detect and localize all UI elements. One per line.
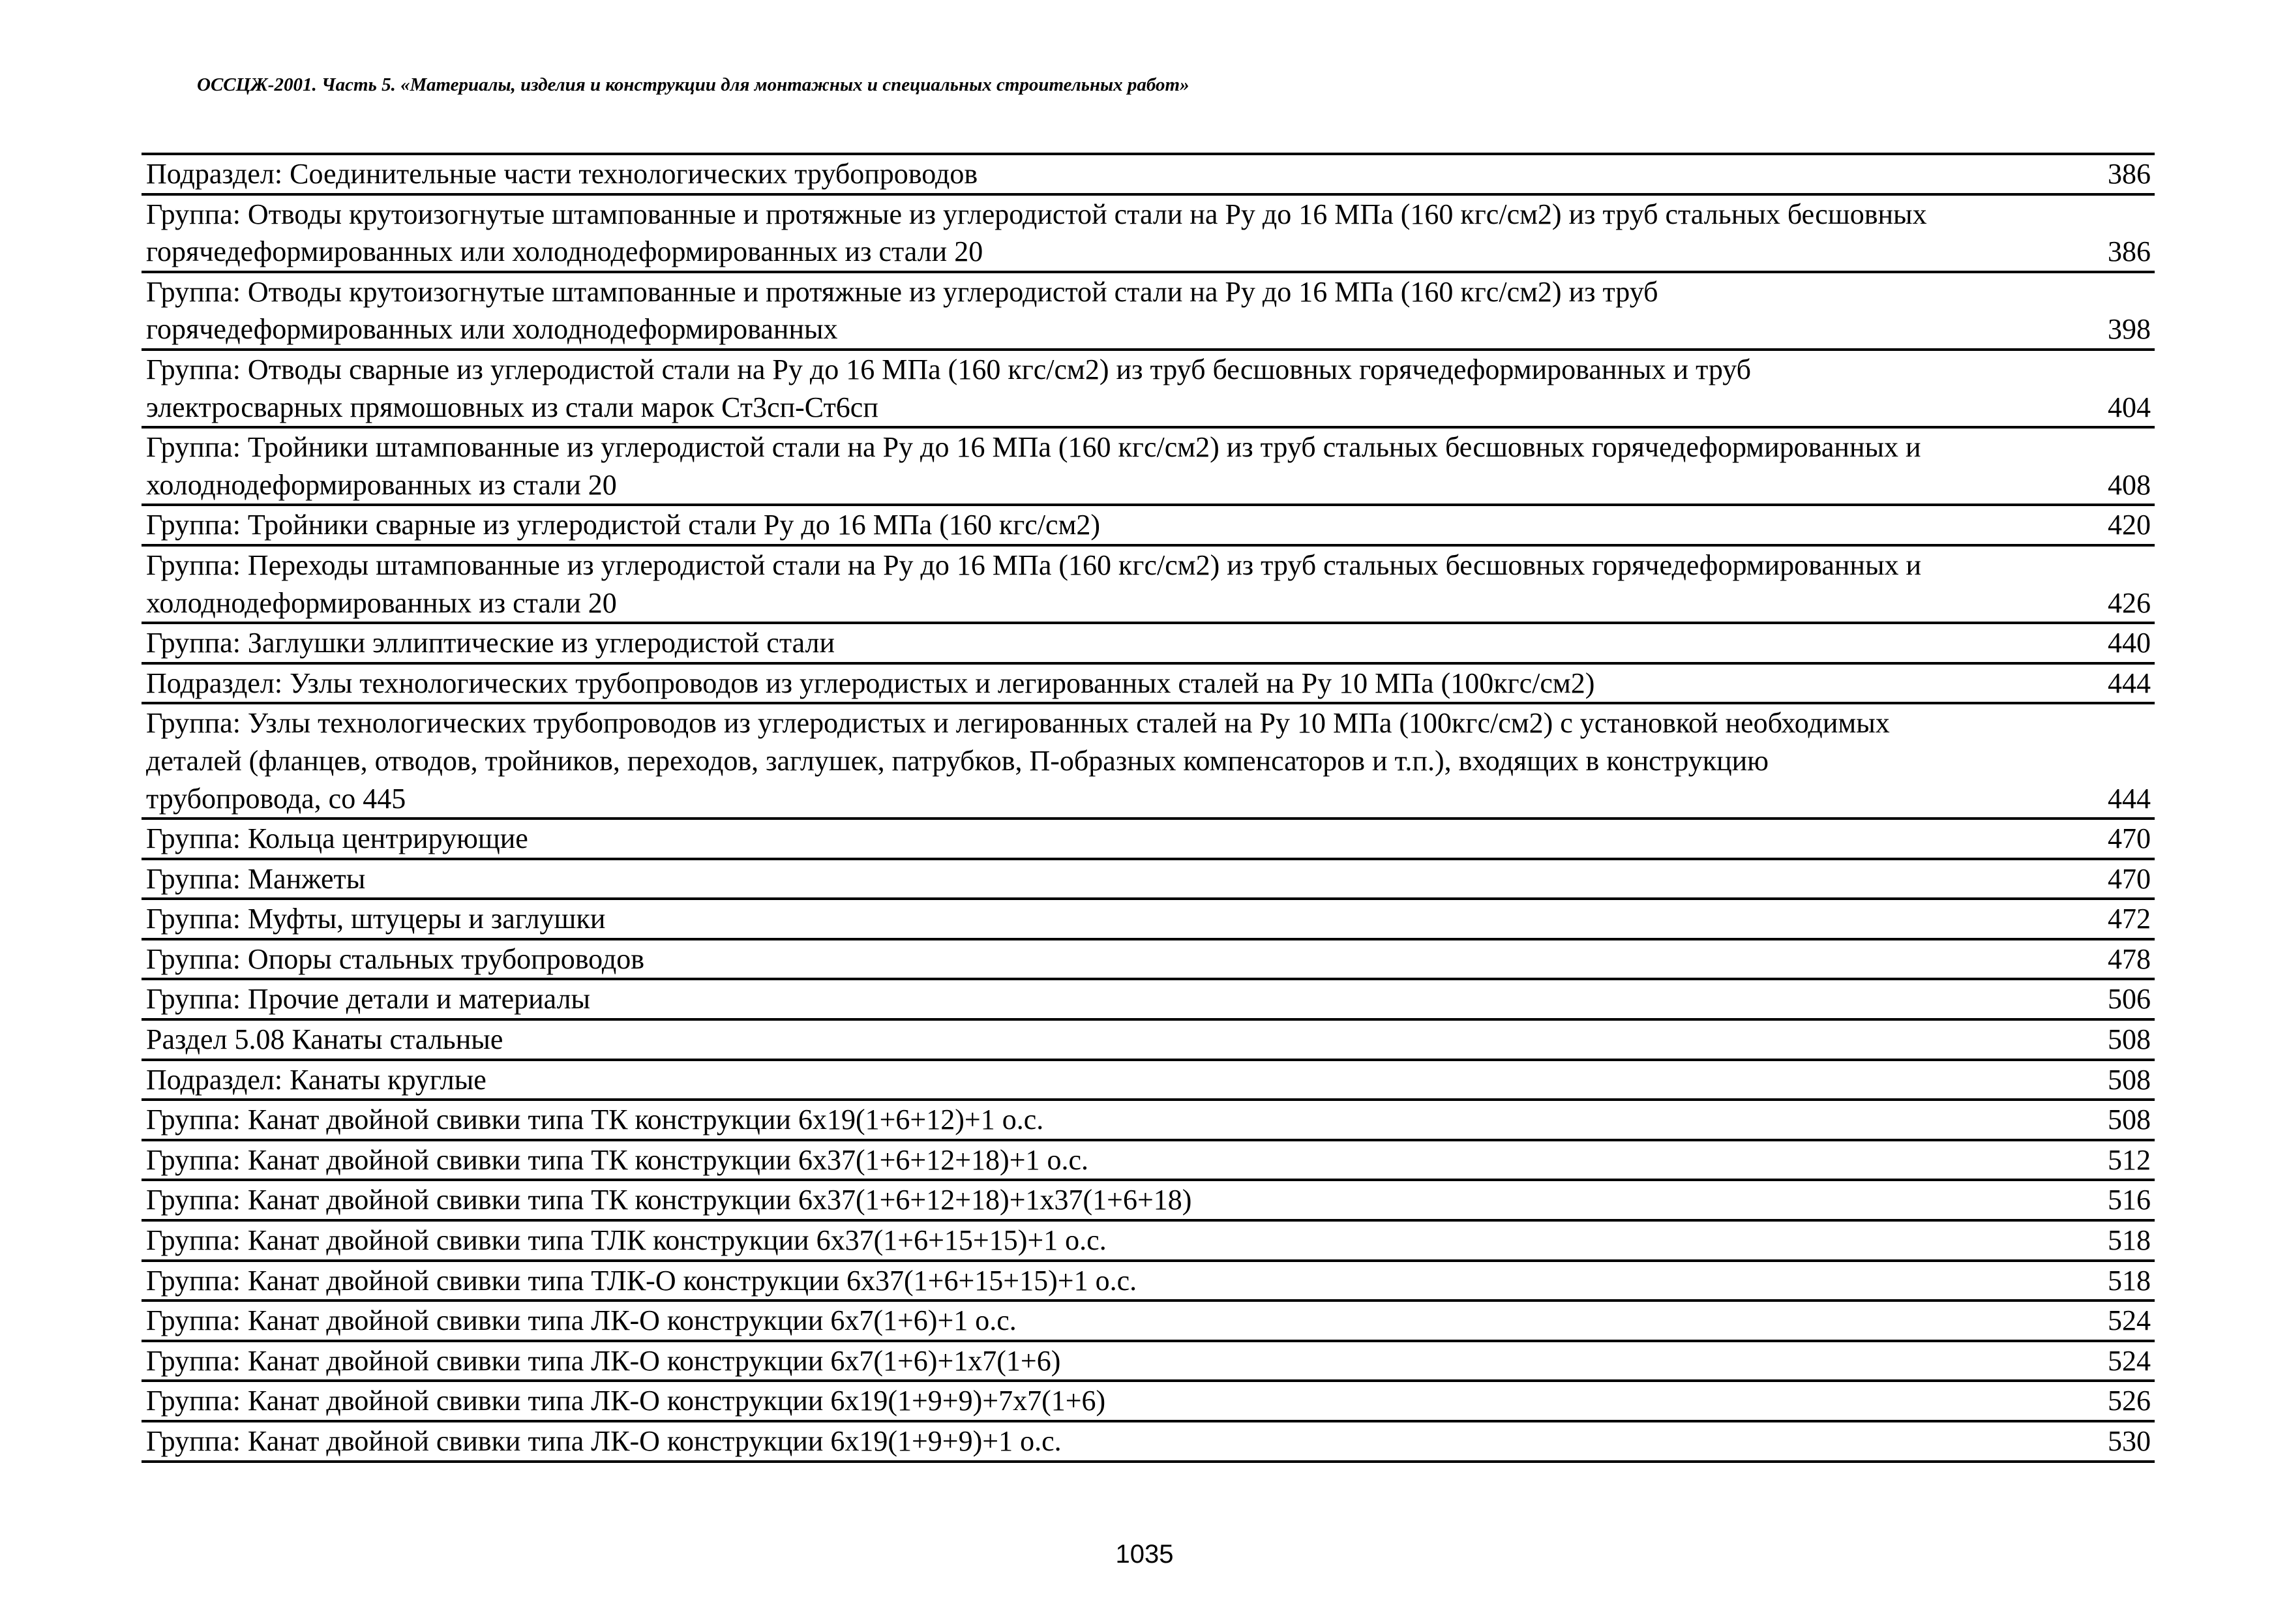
toc-entry-title: Группа: Канат двойной свивки типа ТК конструкции 6х37(1+6+12+18)+1 о.с. bbox=[146, 1143, 1089, 1176]
toc-row bbox=[142, 665, 2155, 705]
toc-entry-title: Раздел 5.08 Канаты стальные bbox=[146, 1023, 503, 1056]
toc-entry-page: 508 bbox=[2108, 1104, 2151, 1136]
toc-entry-title: Группа: Канат двойной свивки типа ЛК-О конструкции 6х19(1+9+9)+7х7(1+6) bbox=[146, 1385, 1106, 1417]
toc-entry-title: Группа: Канат двойной свивки типа ТЛК конструкции 6х37(1+6+15+15)+1 о.с. bbox=[146, 1224, 1107, 1257]
toc-row bbox=[142, 624, 2155, 665]
toc-entry-page: 518 bbox=[2108, 1264, 2151, 1297]
toc-entry-title: Группа: Прочие детали и материалы bbox=[146, 983, 591, 1015]
toc-entry-page: 512 bbox=[2108, 1143, 2151, 1176]
toc-entry-page: 526 bbox=[2108, 1385, 2151, 1417]
toc-entry-page: 444 bbox=[2108, 782, 2151, 815]
toc-row bbox=[142, 547, 2155, 624]
toc-entry-title: Группа: Отводы крутоизогнутые штампованные и протяжные из углеродистой стали на Ру до 16 МПа (160 кгс/см2) из труб стальных бесшовных горячедеформированных или холоднодеформированных из стали 20 bbox=[146, 198, 1927, 268]
toc-entry-title: Группа: Канат двойной свивки типа ЛК-О конструкции 6х19(1+9+9)+1 о.с. bbox=[146, 1425, 1062, 1457]
toc-row bbox=[142, 820, 2155, 860]
toc-entry-page: 508 bbox=[2108, 1063, 2151, 1096]
toc-entry-page: 508 bbox=[2108, 1023, 2151, 1056]
toc-entry-title: Группа: Муфты, штуцеры и заглушки bbox=[146, 903, 606, 935]
toc-entry-title: Группа: Отводы крутоизогнутые штампованные и протяжные из углеродистой стали на Ру до 16 МПа (160 кгс/см2) из труб горячедеформированных или холоднодеформированных bbox=[146, 275, 1658, 346]
toc-entry-title: Группа: Отводы сварные из углеродистой стали на Ру до 16 МПа (160 кгс/см2) из труб бесшовных горячедеформированных и труб электросварных прямошовных из стали марок Ст3сп-Ст6сп bbox=[146, 353, 1752, 423]
toc-entry-page: 516 bbox=[2108, 1184, 2151, 1216]
toc-entry-title: Группа: Узлы технологических трубопроводов из углеродистых и легированных сталей на Ру 10 МПа (100кгс/см2) с установкой необходимых деталей (фланцев, отводов, тройников, переходов, заглушек, патрубков, П-образных компенсаторов и т.п.), входящих в конструкцию трубопровода, со 445 bbox=[146, 707, 1890, 815]
toc-entry-page: 518 bbox=[2108, 1224, 2151, 1257]
toc-entry-page: 470 bbox=[2108, 862, 2151, 895]
toc-entry-page: 472 bbox=[2108, 903, 2151, 935]
toc-row bbox=[142, 980, 2155, 1021]
toc-row bbox=[142, 1262, 2155, 1302]
toc-entry-title: Подраздел: Канаты круглые bbox=[146, 1063, 486, 1096]
toc-entry-page: 386 bbox=[2108, 235, 2151, 268]
toc-entry-page: 440 bbox=[2108, 627, 2151, 659]
toc-entry-title: Группа: Канат двойной свивки типа ТЛК-О конструкции 6х37(1+6+15+15)+1 о.с. bbox=[146, 1264, 1137, 1297]
toc-entry-title: Группа: Тройники сварные из углеродистой стали Ру до 16 МПа (160 кгс/см2) bbox=[146, 509, 1101, 541]
toc-entry-title: Группа: Кольца центрирующие bbox=[146, 822, 528, 855]
toc-row bbox=[142, 1382, 2155, 1422]
toc-row bbox=[142, 1061, 2155, 1102]
toc-entry-title: Группа: Опоры стальных трубопроводов bbox=[146, 942, 645, 975]
toc-row bbox=[142, 704, 2155, 820]
toc-row bbox=[142, 429, 2155, 506]
toc-entry-page: 408 bbox=[2108, 468, 2151, 501]
toc-entry-page: 398 bbox=[2108, 313, 2151, 346]
toc-entry-page: 506 bbox=[2108, 983, 2151, 1015]
toc-entry-page: 426 bbox=[2108, 586, 2151, 619]
toc-entry-page: 420 bbox=[2108, 509, 2151, 541]
toc-entry-page: 444 bbox=[2108, 667, 2151, 699]
toc-entry-title: Подраздел: Соединительные части технологических трубопроводов bbox=[146, 158, 978, 190]
page-header-title: ОССЦЖ-2001. Часть 5. «Материалы, изделия и конструкции для монтажных и специальных строительных работ» bbox=[197, 74, 1189, 95]
toc-entry-title: Группа: Манжеты bbox=[146, 862, 366, 895]
toc-row bbox=[142, 900, 2155, 940]
toc-row bbox=[142, 351, 2155, 429]
toc-entry-title: Группа: Канат двойной свивки типа ЛК-О конструкции 6х7(1+6)+1 о.с. bbox=[146, 1304, 1017, 1337]
toc-entry-page: 530 bbox=[2108, 1425, 2151, 1457]
toc-row bbox=[142, 1101, 2155, 1141]
toc-entry-title: Группа: Переходы штампованные из углеродистой стали на Ру до 16 МПа (160 кгс/см2) из труб стальных бесшовных горячедеформированных и холоднодеформированных из стали 20 bbox=[146, 549, 1922, 619]
toc-entry-title: Группа: Заглушки эллиптические из углеродистой стали bbox=[146, 627, 835, 659]
toc-entry-page: 524 bbox=[2108, 1344, 2151, 1377]
toc-entry-page: 478 bbox=[2108, 942, 2151, 975]
toc-entry-page: 386 bbox=[2108, 158, 2151, 190]
toc-row bbox=[142, 1021, 2155, 1061]
toc-entry-page: 470 bbox=[2108, 822, 2151, 855]
toc-row bbox=[142, 506, 2155, 547]
toc-row bbox=[142, 196, 2155, 273]
table-of-contents bbox=[142, 153, 2155, 1463]
toc-entry-page: 524 bbox=[2108, 1304, 2151, 1337]
toc-entry-title: Группа: Тройники штампованные из углеродистой стали на Ру до 16 МПа (160 кгс/см2) из труб стальных бесшовных горячедеформированных и холоднодеформированных из стали 20 bbox=[146, 431, 1921, 501]
toc-row bbox=[142, 155, 2155, 196]
toc-entry-page: 404 bbox=[2108, 391, 2151, 423]
toc-entry-title: Группа: Канат двойной свивки типа ТК конструкции 6х19(1+6+12)+1 о.с. bbox=[146, 1104, 1044, 1136]
toc-row bbox=[142, 1342, 2155, 1383]
toc-row bbox=[142, 1302, 2155, 1342]
toc-row bbox=[142, 273, 2155, 351]
page-number: 1035 bbox=[1115, 1540, 1174, 1569]
toc-row bbox=[142, 1222, 2155, 1262]
toc-row bbox=[142, 1422, 2155, 1463]
toc-row bbox=[142, 940, 2155, 981]
toc-row bbox=[142, 860, 2155, 901]
toc-row bbox=[142, 1181, 2155, 1222]
toc-entry-title: Подраздел: Узлы технологических трубопроводов из углеродистых и легированных сталей на Ру 10 МПа (100кгс/см2) bbox=[146, 667, 1595, 699]
toc-entry-title: Группа: Канат двойной свивки типа ТК конструкции 6х37(1+6+12+18)+1х37(1+6+18) bbox=[146, 1184, 1192, 1216]
toc-row bbox=[142, 1141, 2155, 1182]
toc-entry-title: Группа: Канат двойной свивки типа ЛК-О конструкции 6х7(1+6)+1х7(1+6) bbox=[146, 1344, 1061, 1377]
